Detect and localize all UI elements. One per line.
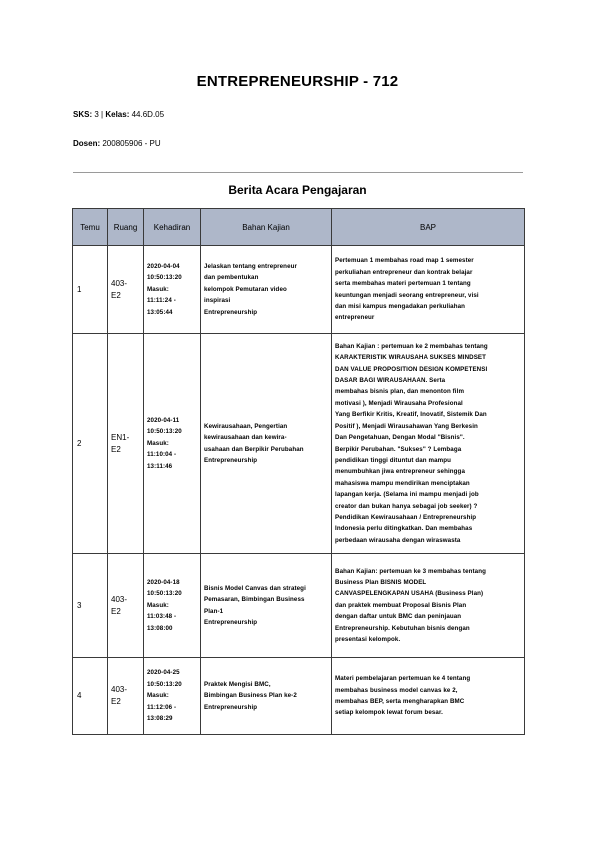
bap-line: DASAR BAGI WIRAUSAHAAN. Serta — [335, 377, 446, 385]
cell-ruang — [108, 554, 144, 658]
bap-line: dengan daftar untuk BMC dan peninjauan — [335, 613, 462, 621]
cell-bahan-kajian — [201, 246, 332, 334]
sks-label: SKS: — [73, 110, 93, 119]
table-row — [73, 554, 525, 658]
bahan-line: Entrepreneurship — [204, 308, 258, 316]
teaching-record-table — [72, 208, 525, 735]
bahan-line: Entrepreneurship — [204, 703, 258, 711]
kehadiran-line: 11:03:48 - — [147, 613, 177, 621]
cell-ruang — [108, 246, 144, 334]
bahan-line: Plan-1 — [204, 607, 224, 615]
cell-kehadiran — [144, 334, 201, 554]
bap-line: motivasi ), Menjadi Wirausaha Profesional — [335, 399, 463, 407]
kehadiran-line: Masuk: — [147, 601, 169, 609]
cell-kehadiran — [144, 658, 201, 735]
ruang-line: EN1- — [111, 432, 130, 442]
bap-line: creator dan bukan hanya sebagai job seeker) ? — [335, 502, 478, 510]
bahan-line: Bisnis Model Canvas dan strategi — [204, 584, 306, 592]
cell-ruang — [108, 334, 144, 554]
sks-value: 3 — [94, 110, 99, 119]
bap-line: dan misi kampus mengadakan perkuliahan — [335, 302, 465, 310]
cell-temu: 3 — [73, 554, 108, 658]
bahan-line: dan pembentukan — [204, 274, 259, 282]
course-title: ENTREPRENEURSHIP - 712 — [196, 73, 399, 90]
table-row — [73, 334, 525, 554]
kehadiran-line: 2020-04-04 — [147, 262, 180, 270]
bahan-line: kewirausahaan dan kewira- — [204, 434, 287, 442]
ruang-line: 403- — [111, 278, 128, 288]
column-header-kehadiran: Kehadiran — [144, 209, 201, 246]
kehadiran-line: 13:05:44 — [147, 308, 173, 316]
bap-line: membahas bisnis plan, dan menonton film — [335, 388, 465, 396]
column-header-temu: Temu — [73, 209, 108, 246]
kehadiran-line: 10:50:13:20 — [147, 680, 182, 688]
bap-line: mahasiswa mampu mendirikan menciptakan — [335, 479, 470, 487]
dosen-label: Dosen: — [73, 139, 101, 148]
lecturer-meta — [73, 139, 161, 148]
bap-line: Indonesia perlu ditingkatkan. Dan membahas — [335, 525, 473, 533]
cell-bahan-kajian — [201, 658, 332, 735]
bap-line: setiap kelompok lewat forum besar. — [335, 709, 443, 717]
kehadiran-line: 10:50:13:20 — [147, 590, 182, 598]
section-title: Berita Acara Pengajaran — [228, 183, 367, 197]
bap-line: Entrepreneurship. Kebutuhan bisnis dengan — [335, 624, 470, 632]
bahan-line: Kewirausahaan, Pengertian — [204, 422, 288, 430]
ruang-line: E2 — [111, 290, 121, 300]
divider — [73, 172, 523, 173]
cell-kehadiran — [144, 246, 201, 334]
column-header-ruang: Ruang — [108, 209, 144, 246]
bap-line: membahas business model canvas ke 2, — [335, 686, 458, 694]
bap-line: Positif ), Menjadi Wirausahawan Yang Berkesin — [335, 422, 478, 430]
kehadiran-line: 13:08:29 — [147, 715, 173, 723]
meta-separator: | — [101, 110, 104, 119]
column-header-bap: BAP — [332, 209, 525, 246]
kehadiran-line: Masuk: — [147, 439, 169, 447]
bap-line: pendidikan tinggi dituntut dan mampu — [335, 456, 451, 464]
bap-line: Pendidikan Kewirausahaan / Entrepreneurship — [335, 513, 477, 521]
bap-line: lapangan kerja. (Selama ini mampu menjadi job — [335, 491, 479, 499]
bap-line: serta membahas materi pertemuan 1 tentang — [335, 280, 471, 288]
kehadiran-line: 11:10:04 - — [147, 451, 177, 459]
bahan-line: Pemasaran, Bimbingan Business — [204, 596, 305, 604]
bap-line: perkuliahan entrepreneur dan kontrak belajar — [335, 268, 473, 276]
ruang-line: E2 — [111, 606, 121, 616]
cell-kehadiran — [144, 554, 201, 658]
bap-line: Yang Berfikir Kritis, Kreatif, Inovatif, Sistemik Dan — [335, 411, 487, 419]
bap-line: membahas BEP, serta mengharapkan BMC — [335, 698, 465, 705]
bahan-line: Bimbingan Business Plan ke-2 — [204, 692, 297, 700]
cell-bahan-kajian — [201, 554, 332, 658]
bap-line: Dan Pengetahuan, Dengan Modal "Bisnis". — [335, 434, 465, 442]
kehadiran-line: 10:50:13:20 — [147, 428, 182, 436]
cell-bap — [332, 658, 525, 735]
ruang-line: 403- — [111, 685, 128, 694]
kehadiran-line: 2020-04-18 — [147, 578, 180, 586]
kehadiran-line: 13:11:46 — [147, 462, 173, 470]
table-row — [73, 246, 525, 334]
kehadiran-line: 10:50:13:20 — [147, 274, 182, 282]
dosen-value: 200805906 - PU — [102, 139, 161, 148]
bap-line: CANVASPELENGKAPAN USAHA (Business Plan) — [335, 590, 484, 598]
cell-temu: 1 — [73, 246, 108, 334]
bahan-line: kelompok Pemutaran video — [204, 285, 287, 293]
kehadiran-line: 2020-04-25 — [147, 669, 180, 677]
kehadiran-line: 11:12:06 - — [147, 703, 177, 711]
bap-line: KARAKTERISTIK WIRAUSAHA SUKSES MINDSET — [335, 354, 487, 362]
cell-temu: 4 — [73, 658, 108, 735]
kehadiran-line: Masuk: — [147, 692, 169, 700]
bap-line: Bahan Kajian : pertemuan ke 2 membahas tentang — [335, 342, 488, 350]
bap-line: Business Plan BISNIS MODEL — [335, 578, 427, 586]
column-header-bahan-kajian: Bahan Kajian — [201, 209, 332, 246]
bap-line: Pertemuan 1 membahas road map 1 semester — [335, 257, 474, 265]
bahan-line: Entrepreneurship — [204, 618, 258, 626]
bap-line: Bahan Kajian: pertemuan ke 3 membahas tentang — [335, 567, 486, 575]
bap-line: menumbuhkan jiwa entrepreneur sehingga — [335, 468, 465, 476]
kehadiran-line: 13:08:00 — [147, 624, 173, 632]
bap-line: perbedaan wirausaha dengan wiraswasta — [335, 536, 461, 544]
cell-temu: 2 — [73, 334, 108, 554]
cell-bap — [332, 246, 525, 334]
bap-line: dan praktek membuat Proposal Bisnis Plan — [335, 601, 467, 609]
bap-line: Berpikir Perubahan. "Sukses" ? Lembaga — [335, 445, 462, 453]
cell-bap — [332, 554, 525, 658]
table-header-row — [73, 209, 525, 246]
kelas-value: 44.6D.05 — [131, 110, 165, 119]
bahan-line: Entrepreneurship — [204, 456, 258, 464]
cell-bahan-kajian — [201, 334, 332, 554]
bap-line: entrepreneur — [335, 314, 375, 322]
cell-bap — [332, 334, 525, 554]
table-row — [73, 658, 525, 735]
bahan-line: Jelaskan tentang entrepreneur — [204, 262, 297, 270]
ruang-line: 403- — [111, 594, 128, 604]
kehadiran-line: 11:11:24 - — [147, 297, 176, 305]
cell-ruang — [108, 658, 144, 735]
kelas-label: Kelas: — [105, 110, 130, 119]
kehadiran-line: Masuk: — [147, 285, 169, 293]
kehadiran-line: 2020-04-11 — [147, 416, 180, 424]
ruang-line: E2 — [111, 697, 121, 706]
bahan-line: usahaan dan Berpikir Perubahan — [204, 445, 304, 453]
bap-line: DAN VALUE PROPOSITION DESIGN KOMPETENSI — [335, 365, 488, 373]
bahan-line: inspirasi — [204, 297, 231, 305]
bap-line: presentasi kelompok. — [335, 636, 401, 644]
bahan-line: Praktek Mengisi BMC, — [204, 680, 271, 688]
bap-line: Materi pembelajaran pertemuan ke 4 tentang — [335, 675, 471, 683]
course-meta — [73, 110, 164, 119]
bap-line: keuntungan menjadi seorang entrepreneur, visi — [335, 291, 479, 299]
ruang-line: E2 — [111, 444, 121, 454]
